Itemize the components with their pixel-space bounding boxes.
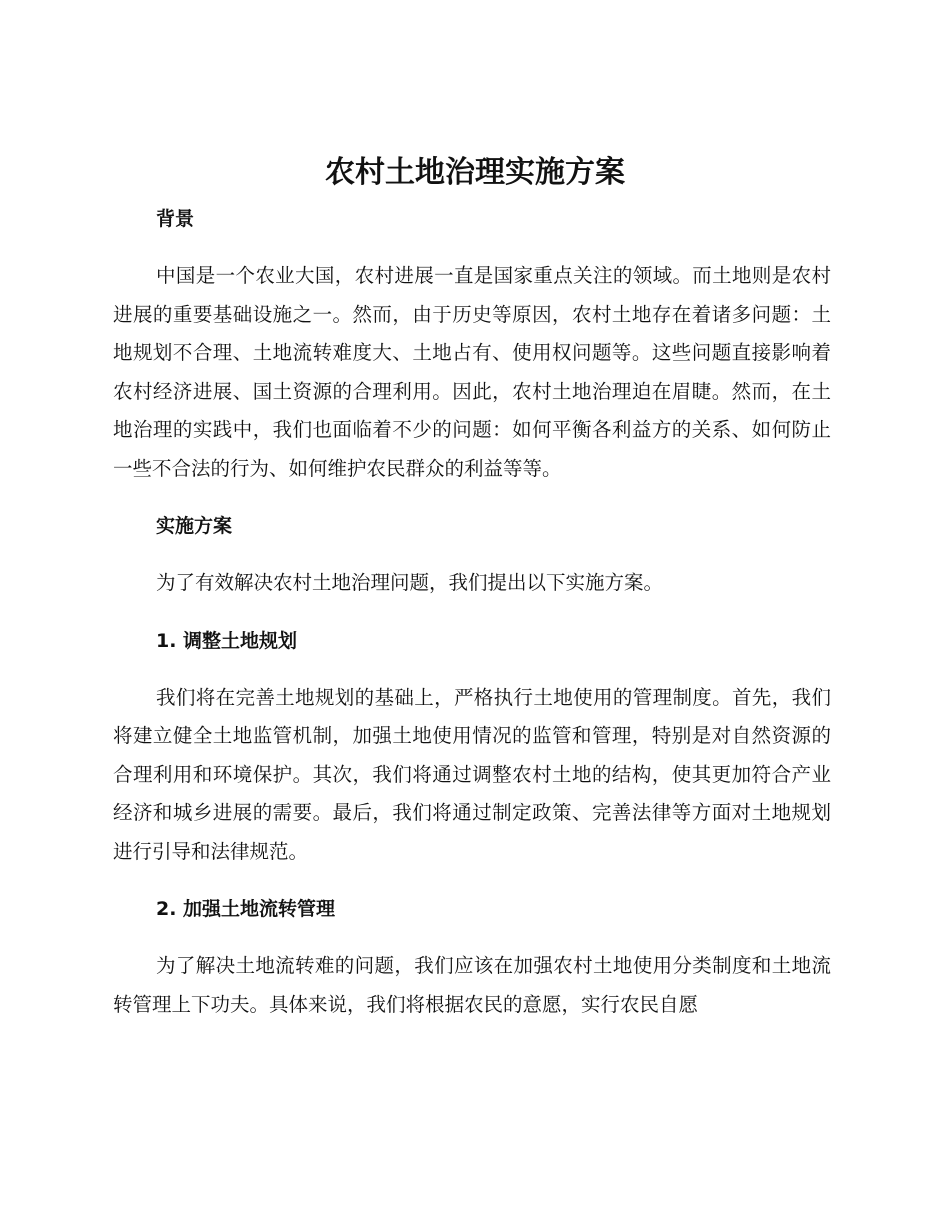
item2-paragraph: 为了解决土地流转难的问题，我们应该在加强农村土地使用分类制度和土地流转管理上下功夫。具体来说，我们将根据农民的意愿，实行农民自愿 <box>113 954 831 1016</box>
section-heading-background: 背景 <box>156 208 195 230</box>
background-paragraph: 中国是一个农业大国，农村进展一直是国家重点关注的领域。而土地则是农村进展的重要基础设施之一。然而，由于历史等原因，农村土地存在着诸多问题：土地规划不合理、土地流转难度大、土地占有、使用权问题等。这些问题直接影响着农村经济进展、国土资源的合理利用。因此，农村土地治理迫在眉睫。然而，在土地治理的实践中，我们也面临着不少的问题：如何平衡各利益方的关系、如何防止一些不合法的行为、如何维护农民群众的利益等等。 <box>113 264 831 480</box>
section-heading-plan: 实施方案 <box>156 515 233 537</box>
section-heading-item1: 1. 调整土地规划 <box>156 629 298 652</box>
document-body <box>113 200 831 1024</box>
item1-paragraph: 我们将在完善土地规划的基础上，严格执行土地使用的管理制度。首先，我们将建立健全土地监管机制，加强土地使用情况的监管和管理，特别是对自然资源的合理利用和环境保护。其次，我们将通过调整农村土地的结构，使其更加符合产业经济和城乡进展的需要。最后，我们将通过制定政策、完善法律等方面对土地规划进行引导和法律规范。 <box>113 685 831 863</box>
plan-intro-paragraph: 为了有效解决农村土地治理问题，我们提出以下实施方案。 <box>156 571 664 594</box>
section-heading-item2: 2. 加强土地流转管理 <box>156 898 336 920</box>
document-title: 农村土地治理实施方案 <box>325 155 625 190</box>
